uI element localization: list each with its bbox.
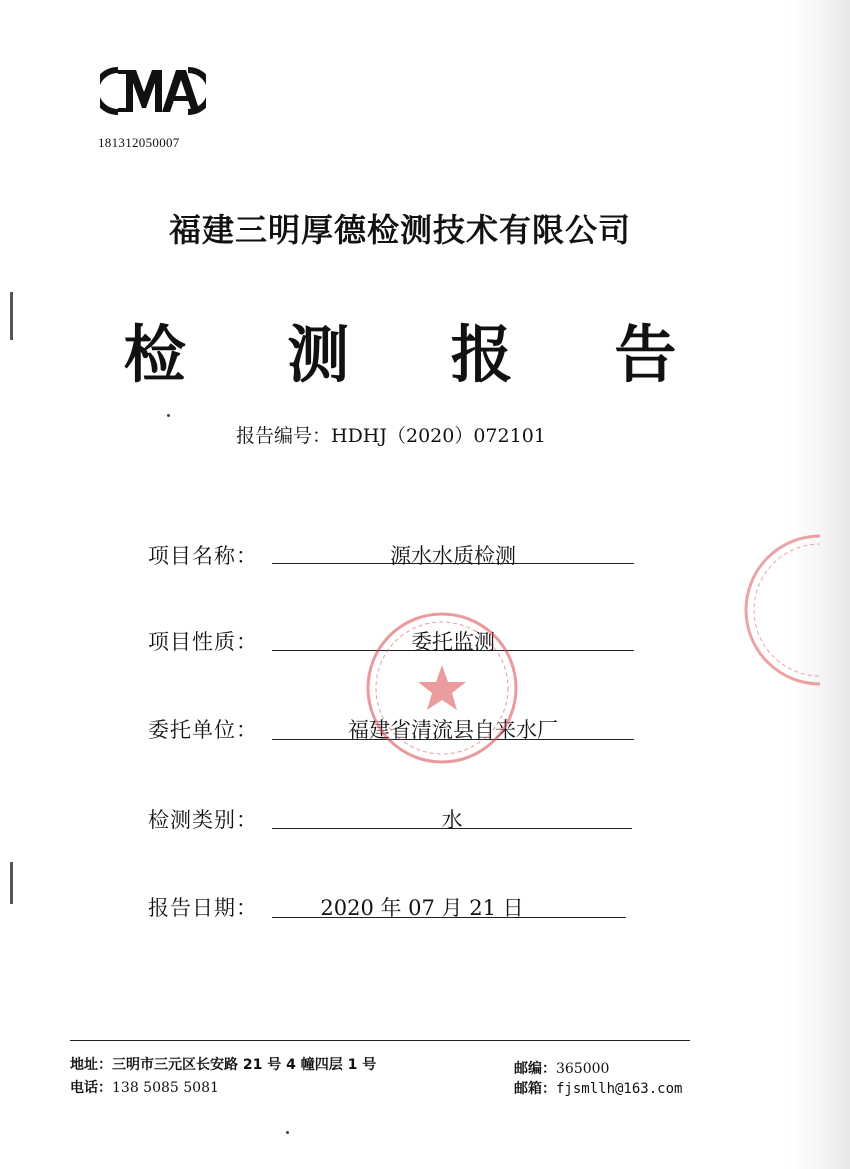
email-value: fjsmllh@163.com xyxy=(556,1081,683,1097)
footer-email xyxy=(514,1078,682,1098)
field-label: 项目性质： xyxy=(148,630,258,654)
postcode-label: 邮编： xyxy=(514,1061,556,1077)
report-title: 检 测 报 告 xyxy=(123,318,717,391)
postcode-value: 365000 xyxy=(556,1061,610,1077)
address-label: 地址： xyxy=(70,1057,112,1073)
field-value: 水 xyxy=(441,808,463,832)
phone-label: 电话： xyxy=(70,1080,112,1096)
field-value: 2020 年 07 月 21 日 xyxy=(320,896,524,920)
scan-speck xyxy=(167,414,170,417)
field-value: 源水水质检测 xyxy=(390,544,516,568)
footer-address xyxy=(70,1054,376,1074)
field-label: 委托单位： xyxy=(148,718,258,742)
field-label: 检测类别： xyxy=(148,808,258,832)
footer-phone xyxy=(70,1077,219,1097)
scan-mark xyxy=(10,862,13,904)
scan-speck xyxy=(286,1131,289,1134)
report-number: 报告编号：HDHJ（2020）072101 xyxy=(236,425,546,447)
phone-value: 138 5085 5081 xyxy=(112,1080,219,1096)
field-client xyxy=(148,714,638,748)
field-report-date xyxy=(148,892,638,926)
email-label: 邮箱： xyxy=(514,1081,556,1097)
field-project-nature xyxy=(148,626,638,660)
cma-logo xyxy=(100,66,206,116)
footer-divider xyxy=(70,1040,690,1041)
footer-postcode xyxy=(514,1058,609,1078)
field-project-name xyxy=(148,540,638,574)
field-category xyxy=(148,804,638,838)
field-value: 福建省清流县自来水厂 xyxy=(348,718,558,742)
address-value: 三明市三元区长安路 21 号 4 幢四层 1 号 xyxy=(112,1057,377,1073)
cma-certificate-number: 181312050007 xyxy=(98,135,180,150)
field-label: 项目名称： xyxy=(148,544,258,568)
company-name: 福建三明厚德检测技术有限公司 xyxy=(168,211,631,249)
field-value: 委托监测 xyxy=(411,630,495,654)
scan-edge-shadow xyxy=(790,0,850,1169)
field-label: 报告日期： xyxy=(148,896,258,920)
